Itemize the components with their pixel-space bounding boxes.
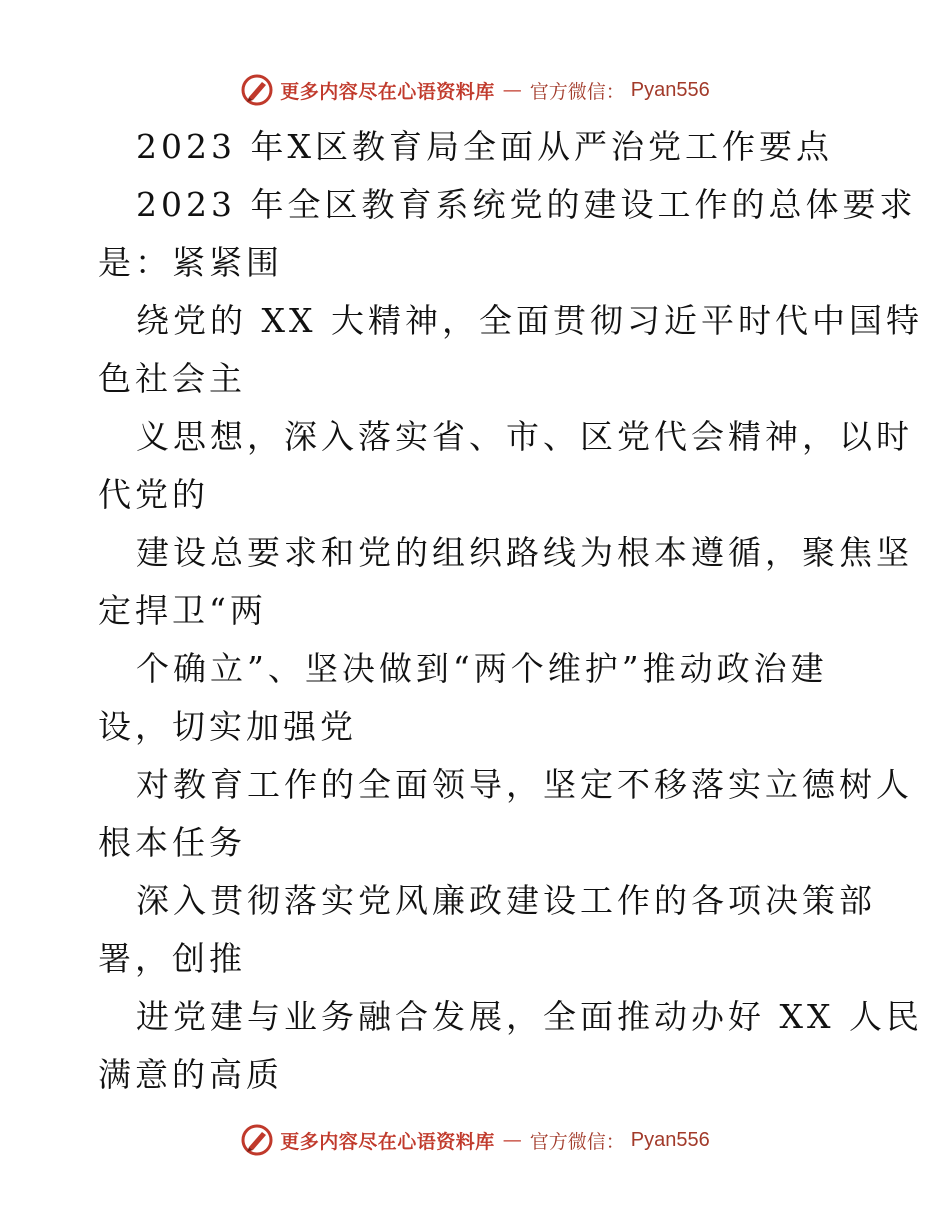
document-line: 根本任务 <box>98 823 246 862</box>
footer-separator: — <box>502 1129 522 1151</box>
document-line: 个确立”、坚决做到“两个维护”推动政治建 <box>136 649 828 688</box>
document-line: 建设总要求和党的组织路线为根本遵循，聚焦坚 <box>136 533 913 572</box>
document-line: 是：紧紧围 <box>98 243 283 282</box>
header-banner-inner <box>240 73 710 107</box>
document-line: 设，切实加强党 <box>98 707 357 746</box>
header-wechat-label: 官方微信： <box>529 80 625 103</box>
document-line: 2023 年全区教育系统党的建设工作的总体要求 <box>136 185 917 224</box>
footer-wechat-id: Pyan556 <box>630 1128 710 1151</box>
document-title: 2023 年X区教育局全面从严治党工作要点 <box>136 127 833 166</box>
document-line: 代党的 <box>98 475 209 514</box>
document-line: 满意的高质 <box>98 1055 283 1094</box>
header-wechat-id: Pyan556 <box>630 78 710 101</box>
pen-logo-icon <box>240 1123 274 1157</box>
header-banner <box>0 70 950 110</box>
document-line: 义思想，深入落实省、市、区党代会精神，以时 <box>136 417 913 456</box>
document-line: 对教育工作的全面领导，坚定不移落实立德树人 <box>136 765 913 804</box>
document-line: 署，创推 <box>98 939 246 978</box>
footer-banner <box>0 1120 950 1160</box>
footer-wechat-label: 官方微信： <box>529 1130 625 1153</box>
document-line: 定捍卫“两 <box>98 591 267 630</box>
header-separator: — <box>502 79 522 101</box>
pen-logo-icon <box>240 73 274 107</box>
document-body <box>98 118 923 1104</box>
document-line: 进党建与业务融合发展，全面推动办好 XX 人民 <box>136 997 923 1036</box>
header-brand-text: 更多内容尽在心语资料库 <box>280 80 495 103</box>
footer-brand-text: 更多内容尽在心语资料库 <box>280 1130 495 1153</box>
footer-banner-inner <box>240 1123 710 1157</box>
document-line: 色社会主 <box>98 359 246 398</box>
document-line: 绕党的 XX 大精神，全面贯彻习近平时代中国特 <box>136 301 923 340</box>
document-line: 深入贯彻落实党风廉政建设工作的各项决策部 <box>136 881 876 920</box>
